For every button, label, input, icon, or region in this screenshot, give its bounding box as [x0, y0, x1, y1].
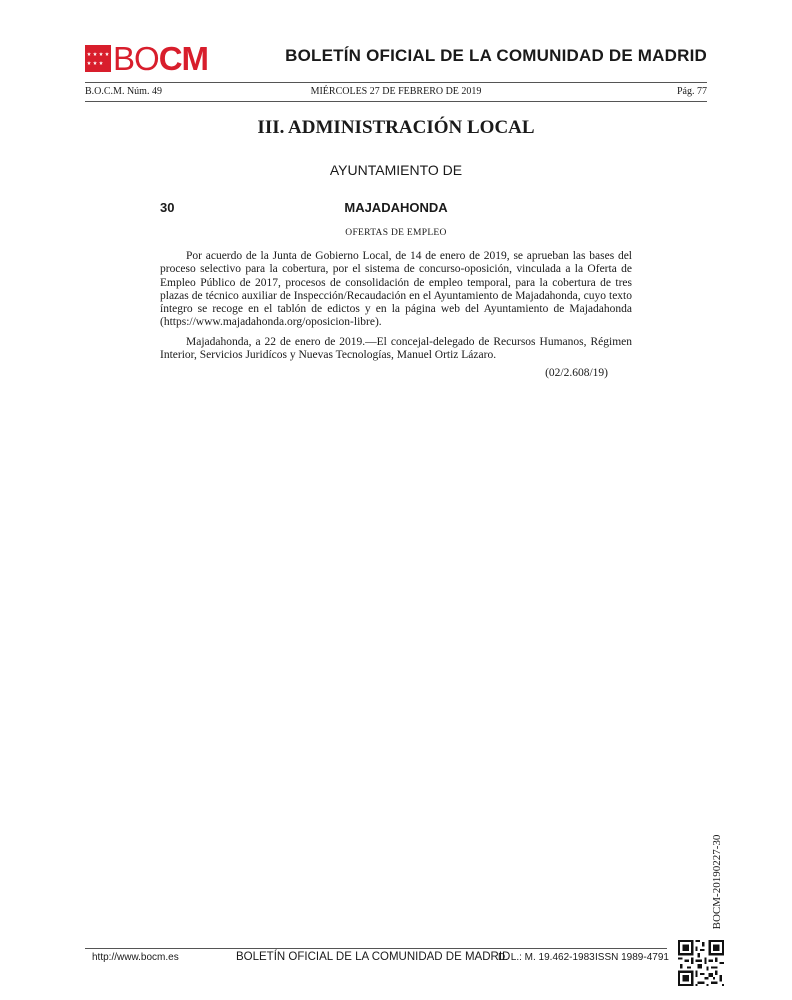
- masthead-title: BOLETÍN OFICIAL DE LA COMUNIDAD DE MADRID: [285, 46, 707, 65]
- announcement-subject: OFERTAS DE EMPLEO: [345, 228, 447, 238]
- issue-date: MIÉRCOLES 27 DE FEBRERO DE 2019: [310, 86, 482, 97]
- logo-text-regular: BO: [113, 40, 159, 77]
- section-heading: III. ADMINISTRACIÓN LOCAL: [257, 117, 535, 138]
- header-divider: [85, 82, 707, 83]
- body-paragraph: Por acuerdo de la Junta de Gobierno Local, de 14 de enero de 2019, se aprueban las bases del proceso selectivo para la cobertura, por el sistema de concurso-oposición, vinculada a la Oferta de Empleo Público de 2017, procesos de consolidación de empleo temporal, para la cobertura de tres plazas de técnico auxiliar de Inspección/Recaudación en el Ayuntamiento de Majadahonda, cuyo texto íntegro se recoge en el tablón de edictos y en la página web del Ayuntamiento de Majadahonda (https://www.majadahonda.org/oposicion-libre).: [160, 250, 632, 329]
- qr-code-icon: [678, 940, 724, 986]
- footer-issn: ISSN 1989-4791: [595, 952, 669, 963]
- reference-code: (02/2.608/19): [545, 367, 608, 379]
- footer-legal-deposit: D. L.: M. 19.462-1983: [498, 952, 595, 963]
- footer-url[interactable]: http://www.bocm.es: [92, 952, 179, 963]
- bocm-logo: [85, 40, 209, 77]
- footer-title: BOLETÍN OFICIAL DE LA COMUNIDAD DE MADRID: [236, 951, 511, 963]
- side-code-text: BOCM-20190227-30: [711, 834, 723, 930]
- signature-paragraph: Majadahonda, a 22 de enero de 2019.—El concejal-delegado de Recursos Humanos, Régimen Interior, Servicios Juridícos y Nuevas Tecnologías, Manuel Ortiz Lázaro.: [160, 336, 632, 362]
- side-document-code: [709, 828, 725, 936]
- logo-text-bold: CM: [158, 40, 209, 77]
- page-number: Pág. 77: [677, 86, 707, 97]
- municipality-name: MAJADAHONDA: [344, 200, 448, 215]
- entity-prefix: AYUNTAMIENTO DE: [329, 162, 463, 178]
- announcement-number: 30: [160, 200, 175, 215]
- footer-divider: [85, 948, 667, 949]
- issue-number: B.O.C.M. Núm. 49: [85, 86, 162, 97]
- madrid-flag-icon: [85, 45, 111, 72]
- meta-divider: [85, 101, 707, 102]
